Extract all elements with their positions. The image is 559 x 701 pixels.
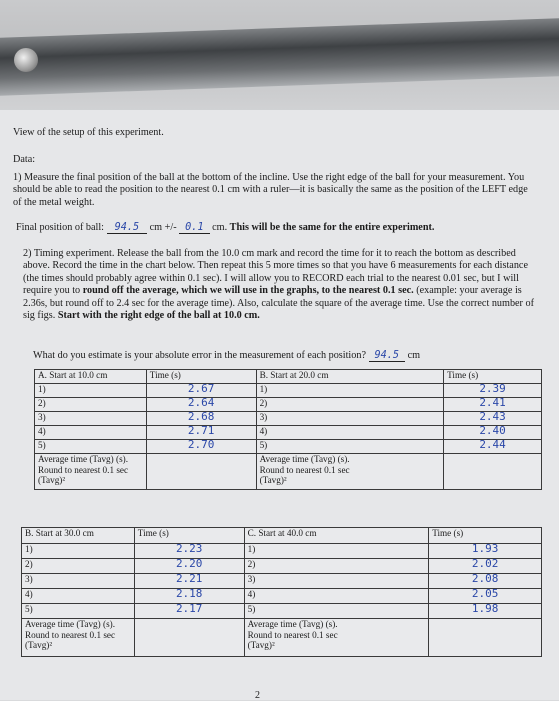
table1-left-avg-label	[35, 454, 147, 490]
final-position-note: This will be the same for the entire experiment.	[229, 222, 435, 233]
table1-right-time-header: Time (s)	[444, 370, 542, 384]
tsq-label: (Tavg)²	[259, 475, 287, 485]
table1-right-row-label: 1)	[256, 384, 444, 398]
intro-text: View of the setup of this experiment.	[13, 127, 164, 138]
table2-left-row-label: 3)	[22, 574, 135, 589]
table1-left-time: 2.71	[146, 426, 256, 440]
table2-right-time-header: Time (s)	[429, 528, 542, 544]
incline-rail	[0, 18, 559, 96]
step1-text: 1) Measure the final position of the ball at the bottom of the incline. Use the right edge of the ball for your measurement. You should be able to read the position to the nearest 0.1 cm with a ruler—it is basically the same as the position of the LEFT edge of the metal weight.	[13, 172, 528, 208]
table1-right-avg-label	[256, 454, 444, 490]
table2-left-time-header: Time (s)	[134, 528, 244, 544]
step2-part1: 2) Timing experiment. Release the ball from the 10.0 cm mark and record the time for it to reach the bottom as described above. Record the time in the chart below. Then repeat this 5 more times so that you have 6 measurements for each distance (the times should probably agree within 0.1 sec). I will allow you to RECORD each trial to the nearest 0.01 sec, but I will require you to	[23, 248, 528, 297]
step2-bold1: round off the average, which we will use in the graphs, to the nearest 0.1 sec.	[82, 285, 414, 297]
final-position-suffix: cm.	[212, 222, 228, 233]
table1-left-time: 2.64	[146, 398, 256, 412]
table2-right-time: 2.02	[429, 559, 542, 574]
table2-left-avg-cell[interactable]	[134, 619, 244, 657]
table2-right-row-label: 3)	[244, 574, 429, 589]
table2-right-time: 1.93	[429, 544, 542, 559]
table1-left-time: 2.70	[146, 440, 256, 454]
table1-right-time: 2.41	[444, 398, 542, 412]
avg-label-line1: Average time (Tavg) (s).	[38, 454, 128, 464]
table2-right-time: 2.05	[429, 589, 542, 604]
table1-right-avg-cell[interactable]	[444, 454, 542, 490]
table1-right-row-label: 4)	[256, 426, 444, 440]
step2-part2: (example: your average is 2.36s, but round off to 2.4 sec for the average time). Also, calculate the square of the average time. Use the correct number of sig figs.	[23, 285, 534, 322]
data-heading: Data:	[13, 154, 36, 165]
table2-left-row-label: 1)	[22, 544, 135, 559]
table1-left-time: 2.67	[146, 384, 256, 398]
abs-error-value: 94.5	[369, 350, 406, 362]
table1-right-time: 2.40	[444, 426, 542, 440]
table2-left-time: 2.20	[134, 559, 244, 574]
timing-table-1	[34, 369, 542, 490]
timing-table-2	[21, 527, 542, 657]
abs-error-question: What do you estimate is your absolute error in the measurement of each position?	[33, 350, 366, 361]
table2-right-time: 1.98	[429, 604, 542, 619]
step2-bold2: Start with the right edge of the ball at 10.0 cm.	[57, 310, 260, 322]
avg-label-line2: Round to nearest 0.1 sec	[38, 464, 129, 475]
table1-left-row-label: 4)	[35, 426, 147, 440]
table1-right-time: 2.39	[444, 384, 542, 398]
table2-right-avg-cell[interactable]	[429, 619, 542, 657]
table2-right-avg-label	[244, 619, 429, 657]
table1-left-row-label: 1)	[35, 384, 147, 398]
final-position-value: 94.5	[107, 222, 148, 234]
table2-right-row-label: 5)	[244, 604, 429, 619]
table1-left-row-label: 5)	[35, 440, 147, 454]
avg-label-line2: Round to nearest 0.1 sec	[25, 629, 116, 640]
table1-left-header: A. Start at 10.0 cm	[35, 370, 147, 384]
final-position-uncertainty: 0.1	[179, 222, 209, 234]
avg-label-line1: Average time (Tavg) (s).	[259, 454, 350, 464]
tsq-label: (Tavg)²	[38, 475, 66, 485]
table2-left-time: 2.18	[134, 589, 244, 604]
page-number: 2	[255, 690, 260, 701]
ball	[14, 48, 38, 72]
table1-left-avg-cell[interactable]	[146, 454, 256, 490]
setup-photo	[0, 0, 559, 115]
avg-label-line1: Average time (Tavg) (s).	[247, 619, 338, 629]
table1-left-time-header: Time (s)	[146, 370, 256, 384]
table1-left-time: 2.68	[146, 412, 256, 426]
final-position-line	[16, 222, 546, 234]
table2-left-header: B. Start at 30.0 cm	[22, 528, 135, 544]
table2-left-time: 2.21	[134, 574, 244, 589]
table1-left-row-label: 3)	[35, 412, 147, 426]
table2-right-row-label: 1)	[244, 544, 429, 559]
tsq-label: (Tavg)²	[247, 640, 275, 650]
final-position-unit: cm +/-	[149, 222, 177, 233]
avg-label-line1: Average time (Tavg) (s).	[25, 619, 115, 629]
table1-right-time: 2.43	[444, 412, 542, 426]
abs-error-line	[33, 350, 553, 362]
table2-right-time: 2.08	[429, 574, 542, 589]
table1-right-row-label: 5)	[256, 440, 444, 454]
table2-left-row-label: 5)	[22, 604, 135, 619]
table2-right-row-label: 2)	[244, 559, 429, 574]
table2-left-time: 2.17	[134, 604, 244, 619]
avg-label-line2: Round to nearest 0.1 sec	[259, 464, 350, 475]
table2-left-row-label: 4)	[22, 589, 135, 604]
avg-label-line2: Round to nearest 0.1 sec	[247, 629, 338, 640]
table1-right-row-label: 2)	[256, 398, 444, 412]
abs-error-unit: cm	[407, 350, 421, 361]
table2-left-row-label: 2)	[22, 559, 135, 574]
table2-right-header: C. Start at 40.0 cm	[244, 528, 429, 544]
final-position-label: Final position of ball:	[16, 222, 105, 233]
table1-left-row-label: 2)	[35, 398, 147, 412]
table2-right-row-label: 4)	[244, 589, 429, 604]
step2-text	[23, 248, 543, 322]
table2-left-time: 2.23	[134, 544, 244, 559]
table1-right-row-label: 3)	[256, 412, 444, 426]
table2-left-avg-label	[22, 619, 135, 657]
table1-right-header: B. Start at 20.0 cm	[256, 370, 444, 384]
table1-right-time: 2.44	[444, 440, 542, 454]
tsq-label: (Tavg)²	[25, 640, 53, 650]
